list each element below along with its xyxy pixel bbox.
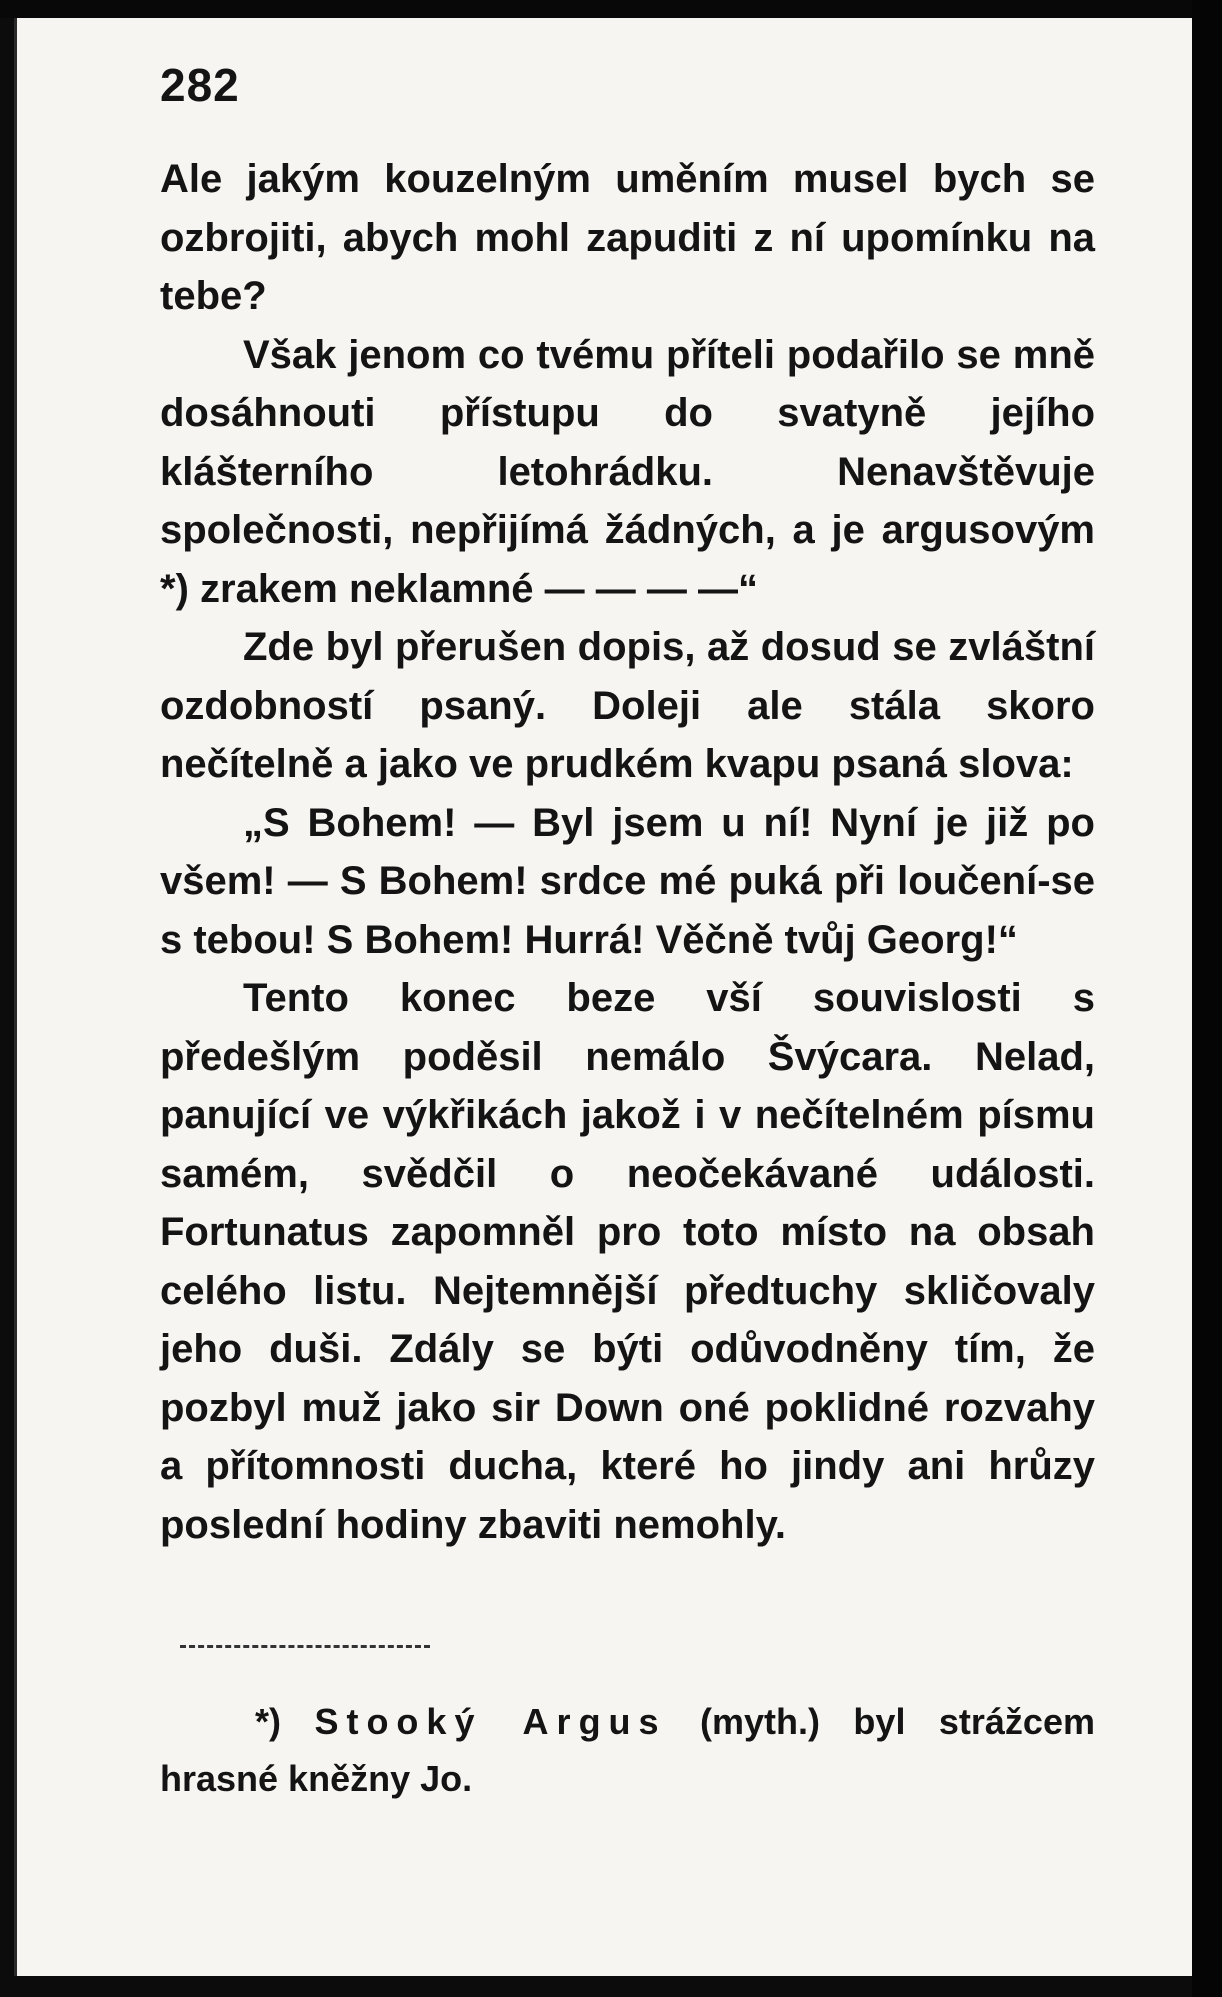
paragraph-4: „S Bohem! — Byl jsem u ní! Nyní je již po všem! — S Bohem! srdce mé puká při loučení-se s tebou! S Bohem! Hurrá! Věčně tvůj Georg!“ <box>160 800 1095 962</box>
footnote-marker: *) <box>255 1701 281 1742</box>
footnote <box>160 1693 1095 1807</box>
footnote-separator <box>180 1645 430 1648</box>
paragraph-5: Tento konec beze vší souvislosti s předešlým poděsil nemálo Švýcara. Nelad, panující ve výkřikách jakož i v nečítelném písmu samém, svědčil o neočekávané události. Fortunatus zapomněl pro toto místo na obsah celého listu. Nejtemnější předtuchy skličovaly jeho duši. Zdály se býti odůvodněny tím, že pozbyl muž jako sir Down oné poklidné rozvahy a přítomnosti ducha, které ho jindy ani hrůzy poslední hodiny zbaviti nemohly. <box>160 976 1095 1547</box>
footnote-spaced-term: Stooký Argus <box>314 1701 667 1742</box>
paragraph-1: Ale jakým kouzelným uměním musel bych se ozbrojiti, abych mohl zapuditi z ní upomínku na tebe? <box>160 157 1095 318</box>
footnote-text: (myth.) byl strážcem hrasné kněžny Jo. <box>160 1701 1095 1799</box>
scan-right-edge <box>1192 0 1222 1997</box>
paragraph-3: Zde byl přerušen dopis, až dosud se zvláštní ozdobností psaný. Doleji ale stála skoro nečítelně a jako ve prudkém kvapu psaná slova: <box>160 625 1095 786</box>
page-number: 282 <box>160 59 240 111</box>
body-text <box>160 150 1095 1554</box>
scan-top-edge <box>0 0 1222 18</box>
paragraph-2: Však jenom co tvému příteli podařilo se mně dosáhnouti přístupu do svatyně jejího klášterního letohrádku. Nenavštěvuje společnosti, nepřijímá žádných, a je argusovým *) zrakem neklamné — — — —“ <box>160 332 1095 611</box>
